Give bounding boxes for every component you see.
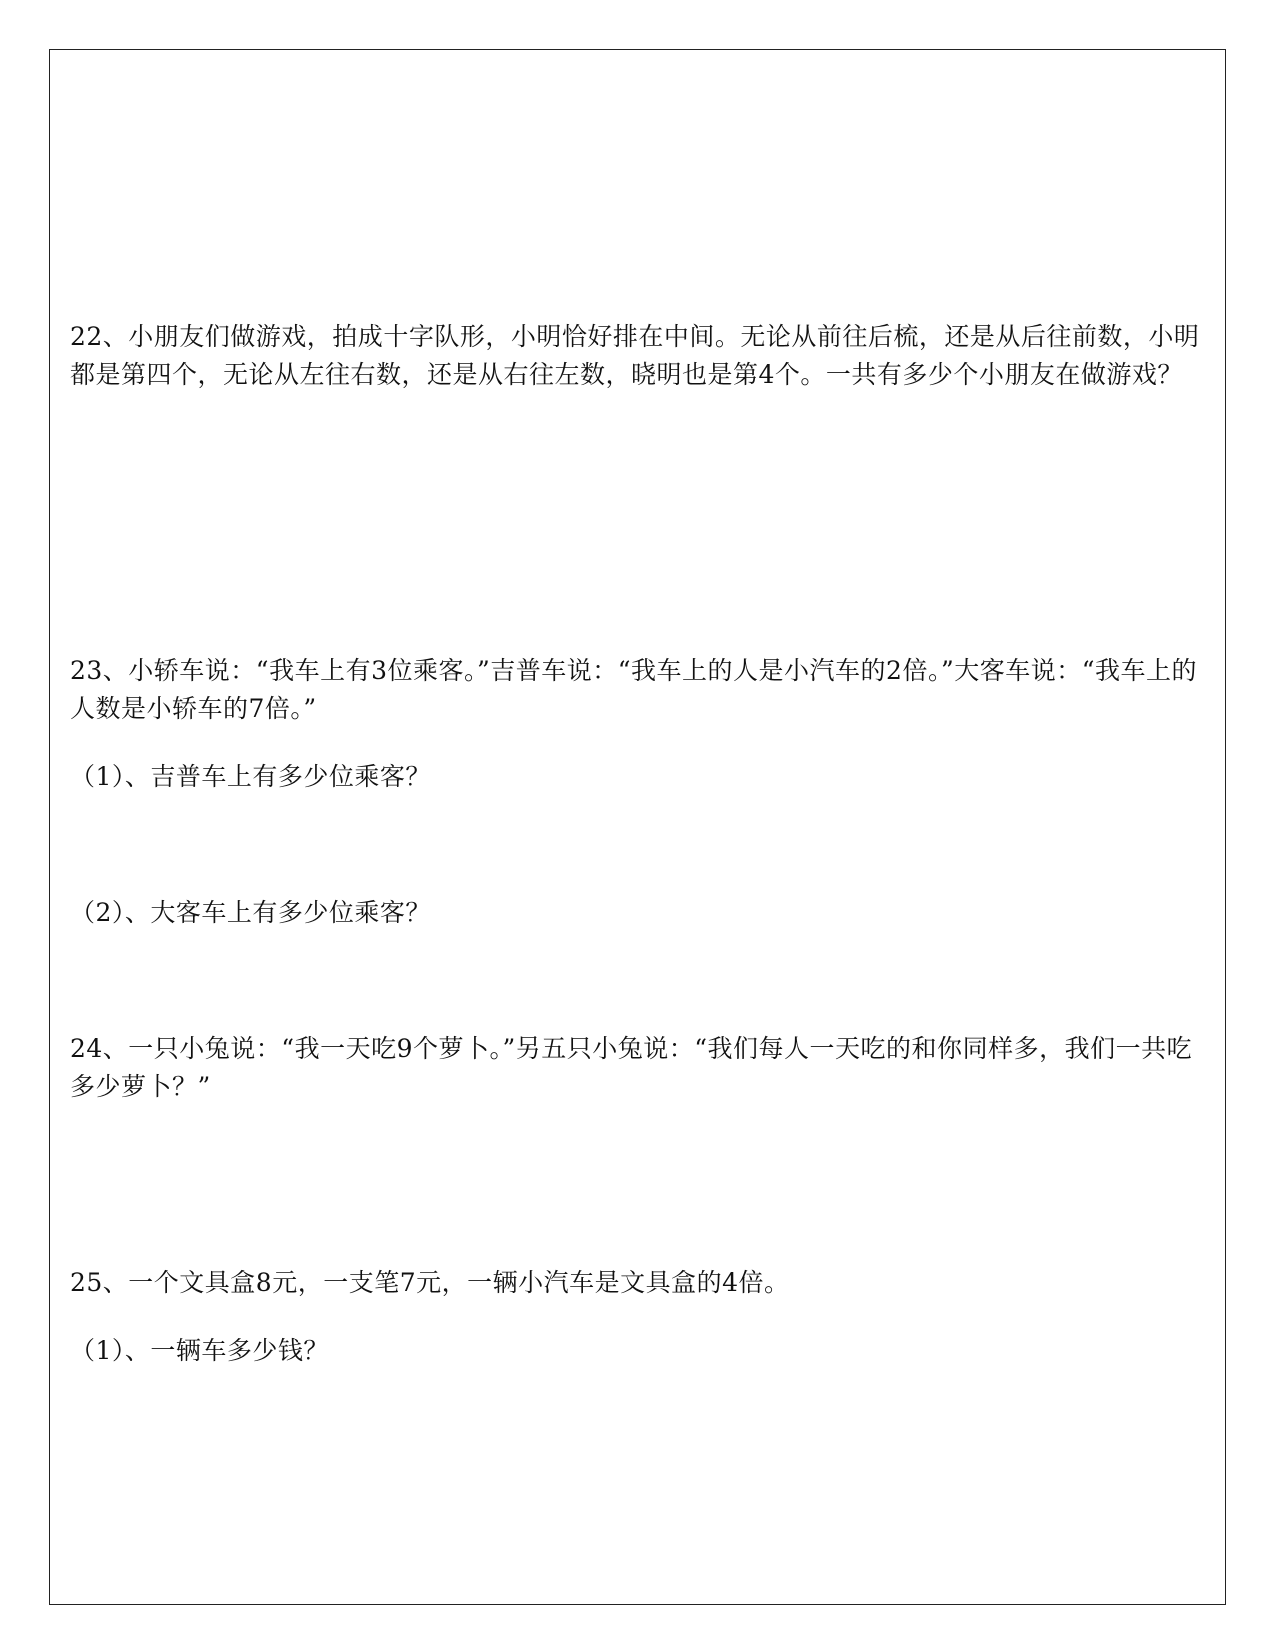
question-24: 24、一只小兔说：“我一天吃9个萝卜。”另五只小兔说：“我们每人一天吃的和你同样多，我们一共吃多少萝卜？” bbox=[70, 1034, 1193, 1101]
page-border bbox=[49, 49, 1226, 1605]
question-23-sub-2: （2）、大客车上有多少位乘客？ bbox=[70, 898, 431, 927]
question-23: 23、小轿车说：“我车上有3位乘客。”吉普车说：“我车上的人是小汽车的2倍。”大客车说：“我车上的人数是小轿车的7倍。” bbox=[70, 656, 1198, 723]
question-25: 25、一个文具盒8元，一支笔7元，一辆小汽车是文具盒的4倍。 bbox=[70, 1268, 790, 1297]
question-23-sub-1: （1）、吉普车上有多少位乘客？ bbox=[70, 762, 431, 791]
question-22: 22、小朋友们做游戏，拍成十字队形，小明恰好排在中间。无论从前往后梳，还是从后往前数，小明都是第四个，无论从左往右数，还是从右往左数，晓明也是第4个。一共有多少个小朋友在做游戏？ bbox=[70, 322, 1200, 389]
question-25-sub-1: （1）、一辆车多少钱？ bbox=[70, 1336, 329, 1365]
